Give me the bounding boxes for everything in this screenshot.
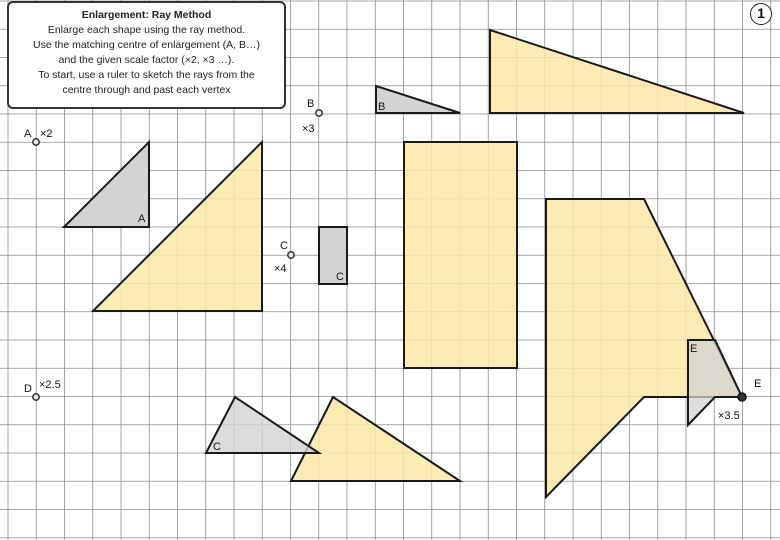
- instruction-line-4: To start, use a ruler to sketch the rays from the: [38, 69, 255, 81]
- centre-c-point: [288, 252, 294, 258]
- centre-c-letter: C: [280, 240, 288, 252]
- original-triangle-a: [64, 142, 149, 227]
- original-triangle-b: [376, 86, 460, 113]
- centre-a-scale: ×2: [40, 128, 53, 140]
- centre-e-letter: E: [754, 378, 762, 390]
- centre-b-letter: B: [307, 98, 315, 110]
- centre-d-scale: ×2.5: [39, 379, 61, 391]
- image-rectangle-c: [404, 142, 517, 368]
- image-triangle-b: [490, 30, 744, 113]
- centre-e-scale: ×3.5: [718, 410, 740, 422]
- instruction-line-3: and the given scale factor (×2, ×3 …).: [58, 54, 235, 66]
- worksheet-title: Enlargement: Ray Method: [81, 9, 212, 21]
- shape-b-label: B: [378, 101, 386, 113]
- instruction-line-2: Use the matching centre of enlargement (A, B…): [32, 39, 261, 51]
- centre-a-letter: A: [24, 128, 32, 140]
- shape-d-label: C: [213, 441, 221, 453]
- centre-e-point: [738, 393, 746, 401]
- centre-b-scale: ×3: [302, 123, 315, 135]
- shape-e-label: E: [690, 343, 698, 355]
- page-number-badge: 1: [750, 3, 772, 25]
- centre-d-letter: D: [24, 383, 32, 395]
- instruction-line-1: Enlarge each shape using the ray method.: [47, 24, 246, 36]
- centre-a-point: [33, 139, 39, 145]
- centre-c-scale: ×4: [274, 263, 287, 275]
- shape-a-label: A: [138, 213, 146, 225]
- centre-d-point: [33, 394, 39, 400]
- shape-c-label: C: [336, 271, 344, 283]
- centre-b-point: [316, 110, 322, 116]
- instructions-box: [7, 1, 286, 109]
- instruction-line-5: centre through and past each vertex: [62, 84, 231, 96]
